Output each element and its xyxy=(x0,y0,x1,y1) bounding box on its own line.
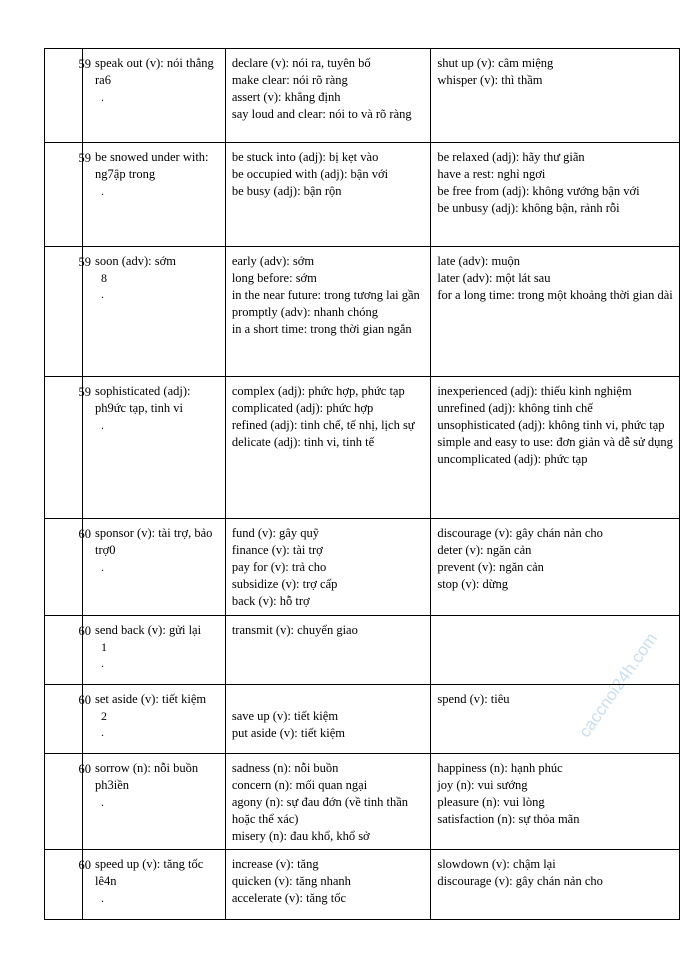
term-cell xyxy=(83,754,226,850)
synonyms-cell xyxy=(225,685,431,754)
antonym-entry: discourage (v): gây chán nản cho xyxy=(437,874,603,888)
synonym-entry: fund (v): gây quỹ xyxy=(231,526,319,540)
term-mark: . xyxy=(101,795,105,809)
antonym-entry: deter (v): ngăn cản xyxy=(437,543,532,557)
synonym-entry: delicate (adj): tinh vi, tinh tế xyxy=(231,435,375,449)
antonym-entry: discourage (v): gây chán nản cho xyxy=(437,526,603,540)
row-number-cell xyxy=(45,49,92,143)
row-number-cell xyxy=(45,377,92,519)
antonym-entry: spend (v): tiêu xyxy=(437,692,510,706)
table-row xyxy=(45,377,680,519)
synonyms-cell xyxy=(225,519,431,616)
antonyms-cell xyxy=(431,519,680,616)
synonym-entry: concern (n): mối quan ngại xyxy=(231,778,368,792)
vocabulary-table xyxy=(44,48,680,920)
row-number: 60 xyxy=(78,762,92,776)
term-text: speak out (v): nói thẳng ra6 xyxy=(95,56,214,87)
term-mark: . xyxy=(101,891,105,905)
synonym-entry: subsidize (v): trợ cấp xyxy=(231,577,338,591)
synonym-entry: quicken (v): tăng nhanh xyxy=(231,874,351,888)
watermark: caccnoi24h.com xyxy=(575,629,662,741)
term-text: be snowed under with: ng7ập trong xyxy=(95,150,209,181)
row-number-cell xyxy=(45,850,92,920)
antonym-entry: happiness (n): hạnh phúc xyxy=(437,761,563,775)
table-row xyxy=(45,754,680,850)
synonym-entry: agony (n): sự đau đớn (về tinh thần hoặc thể xác) xyxy=(231,795,409,826)
synonym-entry: long before: sớm xyxy=(231,271,317,285)
synonym-entry: back (v): hỗ trợ xyxy=(231,594,310,608)
synonym-entry: save up (v): tiết kiệm xyxy=(231,709,339,723)
term-cell xyxy=(83,49,226,143)
antonym-entry: slowdown (v): chậm lại xyxy=(437,857,556,871)
antonym-entry: be unbusy (adj): không bận, rảnh rỗi xyxy=(437,201,620,215)
synonym-entry: complicated (adj): phức hợp xyxy=(231,401,374,415)
antonym-entry: shut up (v): câm miệng xyxy=(437,56,554,70)
term-cell xyxy=(83,850,226,920)
antonyms-cell xyxy=(431,685,680,754)
synonyms-cell xyxy=(225,754,431,850)
row-number: 60 xyxy=(78,693,92,707)
row-number-cell xyxy=(45,685,92,754)
term-cell xyxy=(83,519,226,616)
row-number-cell xyxy=(45,143,92,247)
table-row xyxy=(45,143,680,247)
antonym-entry: uncomplicated (adj): phức tạp xyxy=(437,452,588,466)
synonym-entry: assert (v): khẳng định xyxy=(231,90,341,104)
term-mark: . xyxy=(101,418,105,432)
synonym-entry: make clear: nói rõ ràng xyxy=(231,73,348,87)
synonym-entry: promptly (adv): nhanh chóng xyxy=(231,305,378,319)
term-mark: . xyxy=(101,656,105,670)
antonym-entry: late (adv): muộn xyxy=(437,254,520,268)
row-number: 60 xyxy=(78,858,92,872)
table-row xyxy=(45,49,680,143)
row-number: 59 xyxy=(78,255,92,269)
row-number-cell xyxy=(45,616,92,685)
term-text: soon (adv): sớm xyxy=(95,254,176,268)
term-text: sophisticated (adj): ph9ức tạp, tinh vi xyxy=(95,384,191,415)
term-cell xyxy=(83,685,226,754)
row-number: 60 xyxy=(78,624,92,638)
synonym-entry: be busy (adj): bận rộn xyxy=(231,184,342,198)
antonym-entry: stop (v): dừng xyxy=(437,577,508,591)
term-text: sorrow (n): nỗi buồn ph3iền xyxy=(95,761,199,792)
term-number: 8 xyxy=(101,271,108,285)
antonym-entry: inexperienced (adj): thiếu kinh nghiệm xyxy=(437,384,632,398)
term-number: 2 xyxy=(101,709,108,723)
antonym-entry: be relaxed (adj): hãy thư giãn xyxy=(437,150,585,164)
synonyms-cell xyxy=(225,850,431,920)
synonym-entry: in the near future: trong tương lai gần xyxy=(231,288,420,302)
synonym-entry: early (adv): sớm xyxy=(231,254,315,268)
term-mark: . xyxy=(101,560,105,574)
synonyms-cell xyxy=(225,616,431,685)
synonyms-cell xyxy=(225,377,431,519)
synonym-entry: finance (v): tài trợ xyxy=(231,543,323,557)
antonyms-cell xyxy=(431,754,680,850)
term-text: set aside (v): tiết kiệm xyxy=(95,692,207,706)
row-number-cell xyxy=(45,754,92,850)
synonym-entry: refined (adj): tinh chế, tế nhị, lịch sự xyxy=(231,418,415,432)
row-number: 59 xyxy=(78,57,92,71)
synonym-entry: say loud and clear: nói to và rõ ràng xyxy=(231,107,412,121)
synonyms-cell xyxy=(225,49,431,143)
antonym-entry: simple and easy to use: đơn giản và dễ sử dụng xyxy=(437,435,673,449)
antonym-entry: later (adv): một lát sau xyxy=(437,271,551,285)
term-mark: . xyxy=(101,725,105,739)
row-number: 59 xyxy=(78,385,92,399)
table-row xyxy=(45,519,680,616)
term-number: 1 xyxy=(101,640,108,654)
antonym-entry: be free from (adj): không vướng bận với xyxy=(437,184,640,198)
table-row xyxy=(45,685,680,754)
antonyms-cell xyxy=(431,247,680,377)
row-number: 60 xyxy=(78,527,92,541)
synonym-entry: transmit (v): chuyển giao xyxy=(231,623,358,637)
table-row xyxy=(45,850,680,920)
synonyms-cell xyxy=(225,247,431,377)
antonym-entry: joy (n): vui sướng xyxy=(437,778,528,792)
synonym-entry: misery (n): đau khổ, khổ sở xyxy=(231,829,370,843)
antonym-entry: satisfaction (n): sự thỏa mãn xyxy=(437,812,580,826)
term-cell xyxy=(83,616,226,685)
antonym-entry: whisper (v): thì thầm xyxy=(437,73,543,87)
antonym-entry: unsophisticated (adj): không tinh vi, phức tạp xyxy=(437,418,665,432)
antonym-entry: prevent (v): ngăn cản xyxy=(437,560,544,574)
term-text: send back (v): gửi lại xyxy=(95,623,202,637)
term-cell xyxy=(83,377,226,519)
synonym-entry: be occupied with (adj): bận với xyxy=(231,167,389,181)
vocabulary-table-body xyxy=(45,49,680,920)
synonym-entry: be stuck into (adj): bị kẹt vào xyxy=(231,150,379,164)
synonym-entry: complex (adj): phức hợp, phức tạp xyxy=(231,384,405,398)
term-cell xyxy=(83,247,226,377)
synonym-entry: in a short time: trong thời gian ngắn xyxy=(231,322,412,336)
term-text: sponsor (v): tài trợ, bảo trợ0 xyxy=(95,526,213,557)
synonym-entry: declare (v): nói ra, tuyên bố xyxy=(231,56,371,70)
table-row xyxy=(45,247,680,377)
antonym-entry: pleasure (n): vui lòng xyxy=(437,795,545,809)
term-mark: . xyxy=(101,184,105,198)
row-number-cell xyxy=(45,519,92,616)
synonyms-cell xyxy=(225,143,431,247)
antonym-entry: for a long time: trong một khoảng thời gian dài xyxy=(437,288,673,302)
synonym-entry xyxy=(232,691,425,708)
table-row xyxy=(45,616,680,685)
term-text: speed up (v): tăng tốc lê4n xyxy=(95,857,204,888)
synonym-entry: pay for (v): trả cho xyxy=(231,560,327,574)
synonym-entry: put aside (v): tiết kiệm xyxy=(231,726,345,740)
antonyms-cell xyxy=(431,143,680,247)
antonyms-cell xyxy=(431,850,680,920)
term-cell xyxy=(83,143,226,247)
synonym-entry: increase (v): tăng xyxy=(231,857,319,871)
synonym-entry: accelerate (v): tăng tốc xyxy=(231,891,346,905)
antonym-entry: unrefined (adj): không tinh chế xyxy=(437,401,593,415)
antonyms-cell xyxy=(431,616,680,685)
synonym-entry: sadness (n): nỗi buồn xyxy=(231,761,339,775)
antonyms-cell xyxy=(431,49,680,143)
row-number-cell xyxy=(45,247,92,377)
row-number: 59 xyxy=(78,151,92,165)
term-mark: . xyxy=(101,287,105,301)
antonym-entry: have a rest: nghỉ ngơi xyxy=(437,167,546,181)
antonyms-cell xyxy=(431,377,680,519)
term-mark: . xyxy=(101,90,105,104)
